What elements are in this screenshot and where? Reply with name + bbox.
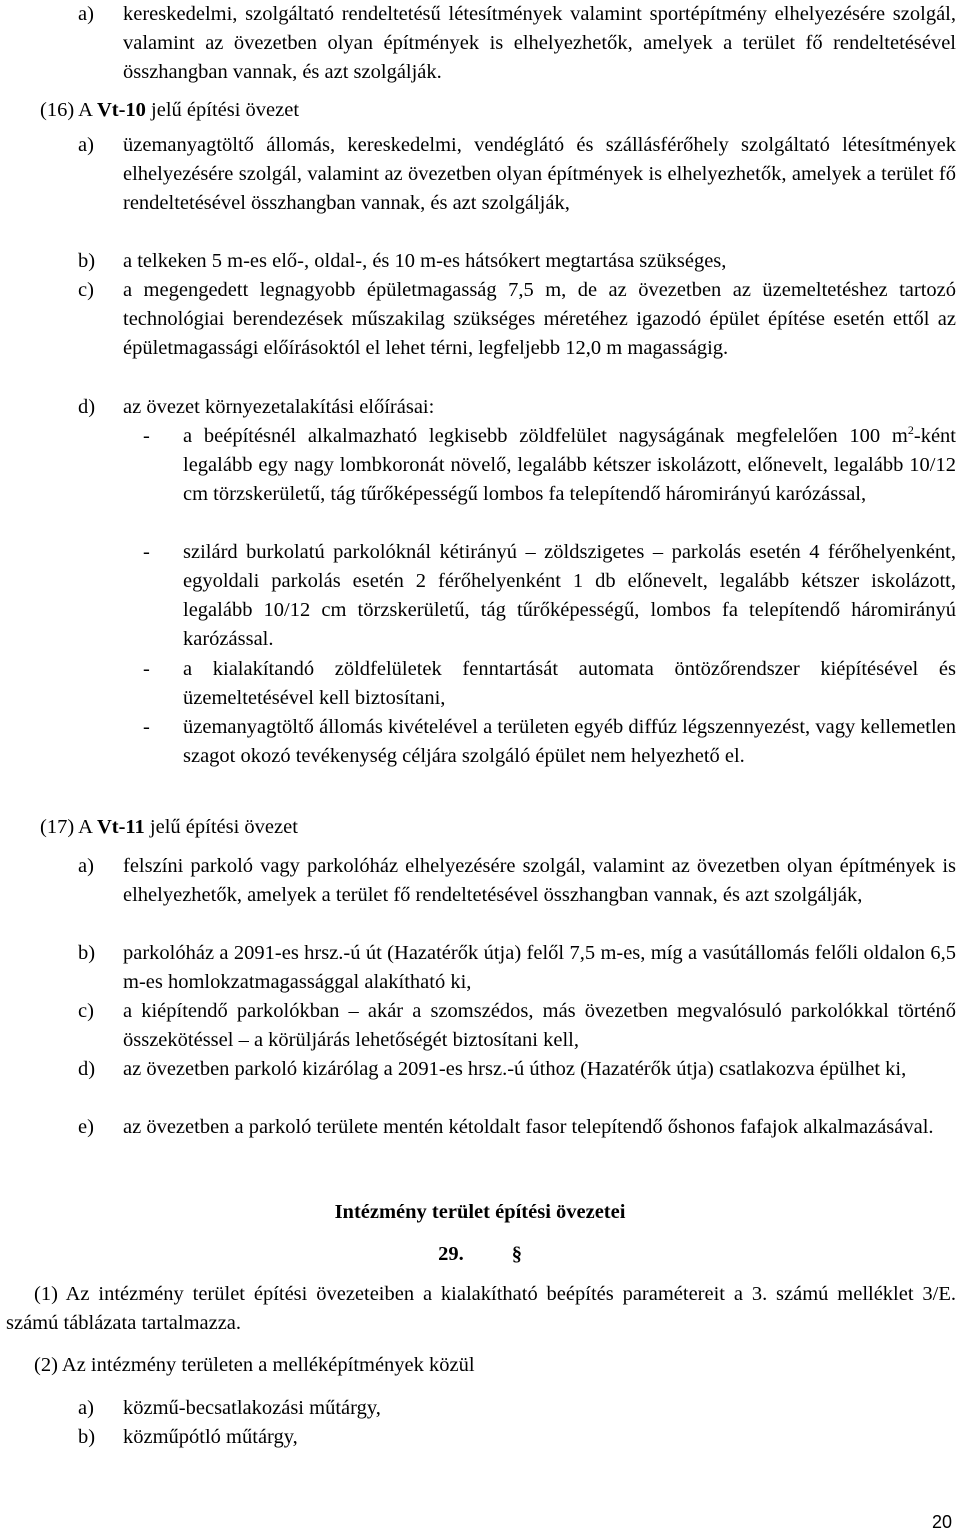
dash-mark: - <box>143 716 150 738</box>
item-label: b) <box>78 1426 96 1448</box>
paragraph-1: (1) Az intézmény terület építési övezeteiben a kialakítható beépítés paramétereit a 3. számú melléklet 3/E. számú táblázata tartalmazza. <box>6 1283 956 1334</box>
dash-item <box>143 538 956 654</box>
list-item <box>78 276 956 363</box>
dash-mark: - <box>143 541 150 563</box>
item-label: c) <box>78 279 94 301</box>
section-title: Intézmény terület építési övezetei <box>334 1201 626 1223</box>
list-item <box>78 1113 956 1142</box>
item-label: b) <box>78 942 96 964</box>
item-text: üzemanyagtöltő állomás, kereskedelmi, vendéglátó és szállásférőhely szolgáltató létesítmények elhelyezésére szolgál, valamint az övezetben olyan építmények is elhelyezhetők, amelyek a terület fő rendeltetésével összhangban vannak, és azt szolgálják, <box>123 134 956 214</box>
item-text: kereskedelmi, szolgáltató rendeltetésű létesítmények valamint sportépítmény elhelyezésére szolgál, valamint az övezetben olyan építmények is elhelyezhetők, amelyek a terület fő rendeltetésével összhangban vannak, és azt szolgálják. <box>123 3 956 83</box>
dash-text: a beépítésnél alkalmazható legkisebb zöldfelület nagyságának megfelelően 100 $m^2$-ként legalább egy nagy lombkoronát növelő, legalább kétszer iskolázott, előnevelt, legalább 10/12 cm törzskerületű, tág tűrőképességű lombos fa telepítendő háromirányú karózással, <box>183 423 956 505</box>
page-number: 20 <box>931 1512 952 1532</box>
item-text: közműpótló műtárgy, <box>123 1426 298 1448</box>
item-label: a) <box>78 3 94 25</box>
list-item <box>78 852 956 910</box>
list-item <box>78 393 956 422</box>
item-text: a megengedett legnagyobb épületmagasság 7,5 m, de az övezetben az üzemeltetéshez tartozó technológiai berendezések műszakilag szükséges méretéhez igazodó épület építése esetén ettől az épületmagassági előírásoktól el lehet térni, legfeljebb 12,0 m magasságig. <box>123 279 956 359</box>
heading-suffix: jelű építési övezet <box>145 99 300 121</box>
list-item <box>78 1055 956 1084</box>
item-text: az övezet környezetalakítási előírásai: <box>123 396 435 418</box>
dash-item <box>143 713 956 771</box>
item-label: a) <box>78 134 94 156</box>
item-text: az övezetben parkoló kizárólag a 2091-es hrsz.-ú úthoz (Hazatérők útja) csatlakozva épülhet ki, <box>123 1058 907 1080</box>
dash-text: üzemanyagtöltő állomás kivételével a területen egyéb diffúz légszennyezést, vagy kellemetlen szagot okozó tevékenység céljára szolgáló épület nem helyezhető el. <box>183 716 956 767</box>
item-text: közmű-becsatlakozási műtárgy, <box>123 1397 381 1419</box>
list-item <box>78 997 956 1055</box>
item-label: c) <box>78 1000 94 1022</box>
item-text: felszíni parkoló vagy parkolóház elhelyezésére szolgál, valamint az övezetben olyan építmények is elhelyezhetők, amelyek a terület fő rendeltetésével összhangban vannak, és azt szolgálják, <box>123 855 956 906</box>
item-label: a) <box>78 855 94 877</box>
list-item <box>78 131 956 218</box>
dash-item <box>143 655 956 713</box>
item-text: az övezetben a parkoló területe mentén kétoldalt fasor telepítendő őshonos fafajok alkalmazásával. <box>123 1116 934 1138</box>
section-heading-17 <box>40 813 298 842</box>
list-item <box>78 939 956 997</box>
paragraph-sign: § <box>511 1243 522 1265</box>
list-item <box>78 1394 956 1423</box>
zone-code: Vt-10 <box>96 99 146 121</box>
zone-code: Vt-11 <box>96 816 145 838</box>
dash-text: a kialakítandó zöldfelületek fenntartását automata öntözőrendszer kiépítésével és üzemeltetésével kell biztosítani, <box>183 658 956 709</box>
item-label: d) <box>78 396 96 418</box>
list-item <box>78 1423 956 1452</box>
item-text: a telkeken 5 m-es elő-, oldal-, és 10 m-es hátsókert megtartása szükséges, <box>123 250 727 272</box>
dash-item <box>143 422 956 509</box>
item-label: b) <box>78 250 96 272</box>
item-label: d) <box>78 1058 96 1080</box>
heading-prefix: (17) A <box>40 816 97 838</box>
superscript: 2 <box>907 423 914 438</box>
heading-prefix: (16) A <box>40 99 97 121</box>
list-item <box>78 247 956 276</box>
item-text: parkolóház a 2091-es hrsz.-ú út (Hazatérők útja) felől 7,5 m-es, míg a vasútállomás felőli oldalon 6,5 m-es homlokzatmagassággal alakítható ki, <box>123 942 956 993</box>
dash-text: szilárd burkolatú parkolóknál kétirányú – zöldszigetes – parkolás esetén 4 férőhelyenként, egyoldali parkolás esetén 2 férőhelyenként 1 db előnevelt, legalább kétszer iskolázott, legalább 10/12 cm törzskerületű, tág tűrőképességű, lombos fa telepítendő háromirányú karózással. <box>183 541 956 650</box>
dash-mark: - <box>143 425 150 447</box>
item-label: a) <box>78 1397 94 1419</box>
item-label: e) <box>78 1116 94 1138</box>
item-text: a kiépítendő parkolókban – akár a szomszédos, más övezetben megvalósuló parkolókkal történő összekötéssel – a körüljárás lehetőségét biztosítani kell, <box>123 1000 956 1051</box>
section-number: 29. § <box>438 1243 522 1265</box>
heading-suffix: jelű építési övezet <box>144 816 298 838</box>
list-item <box>78 0 956 87</box>
dash-mark: - <box>143 658 150 680</box>
section-heading-16 <box>40 96 299 125</box>
paragraph-2: (2) Az intézmény területen a melléképítmények közül <box>34 1354 475 1376</box>
